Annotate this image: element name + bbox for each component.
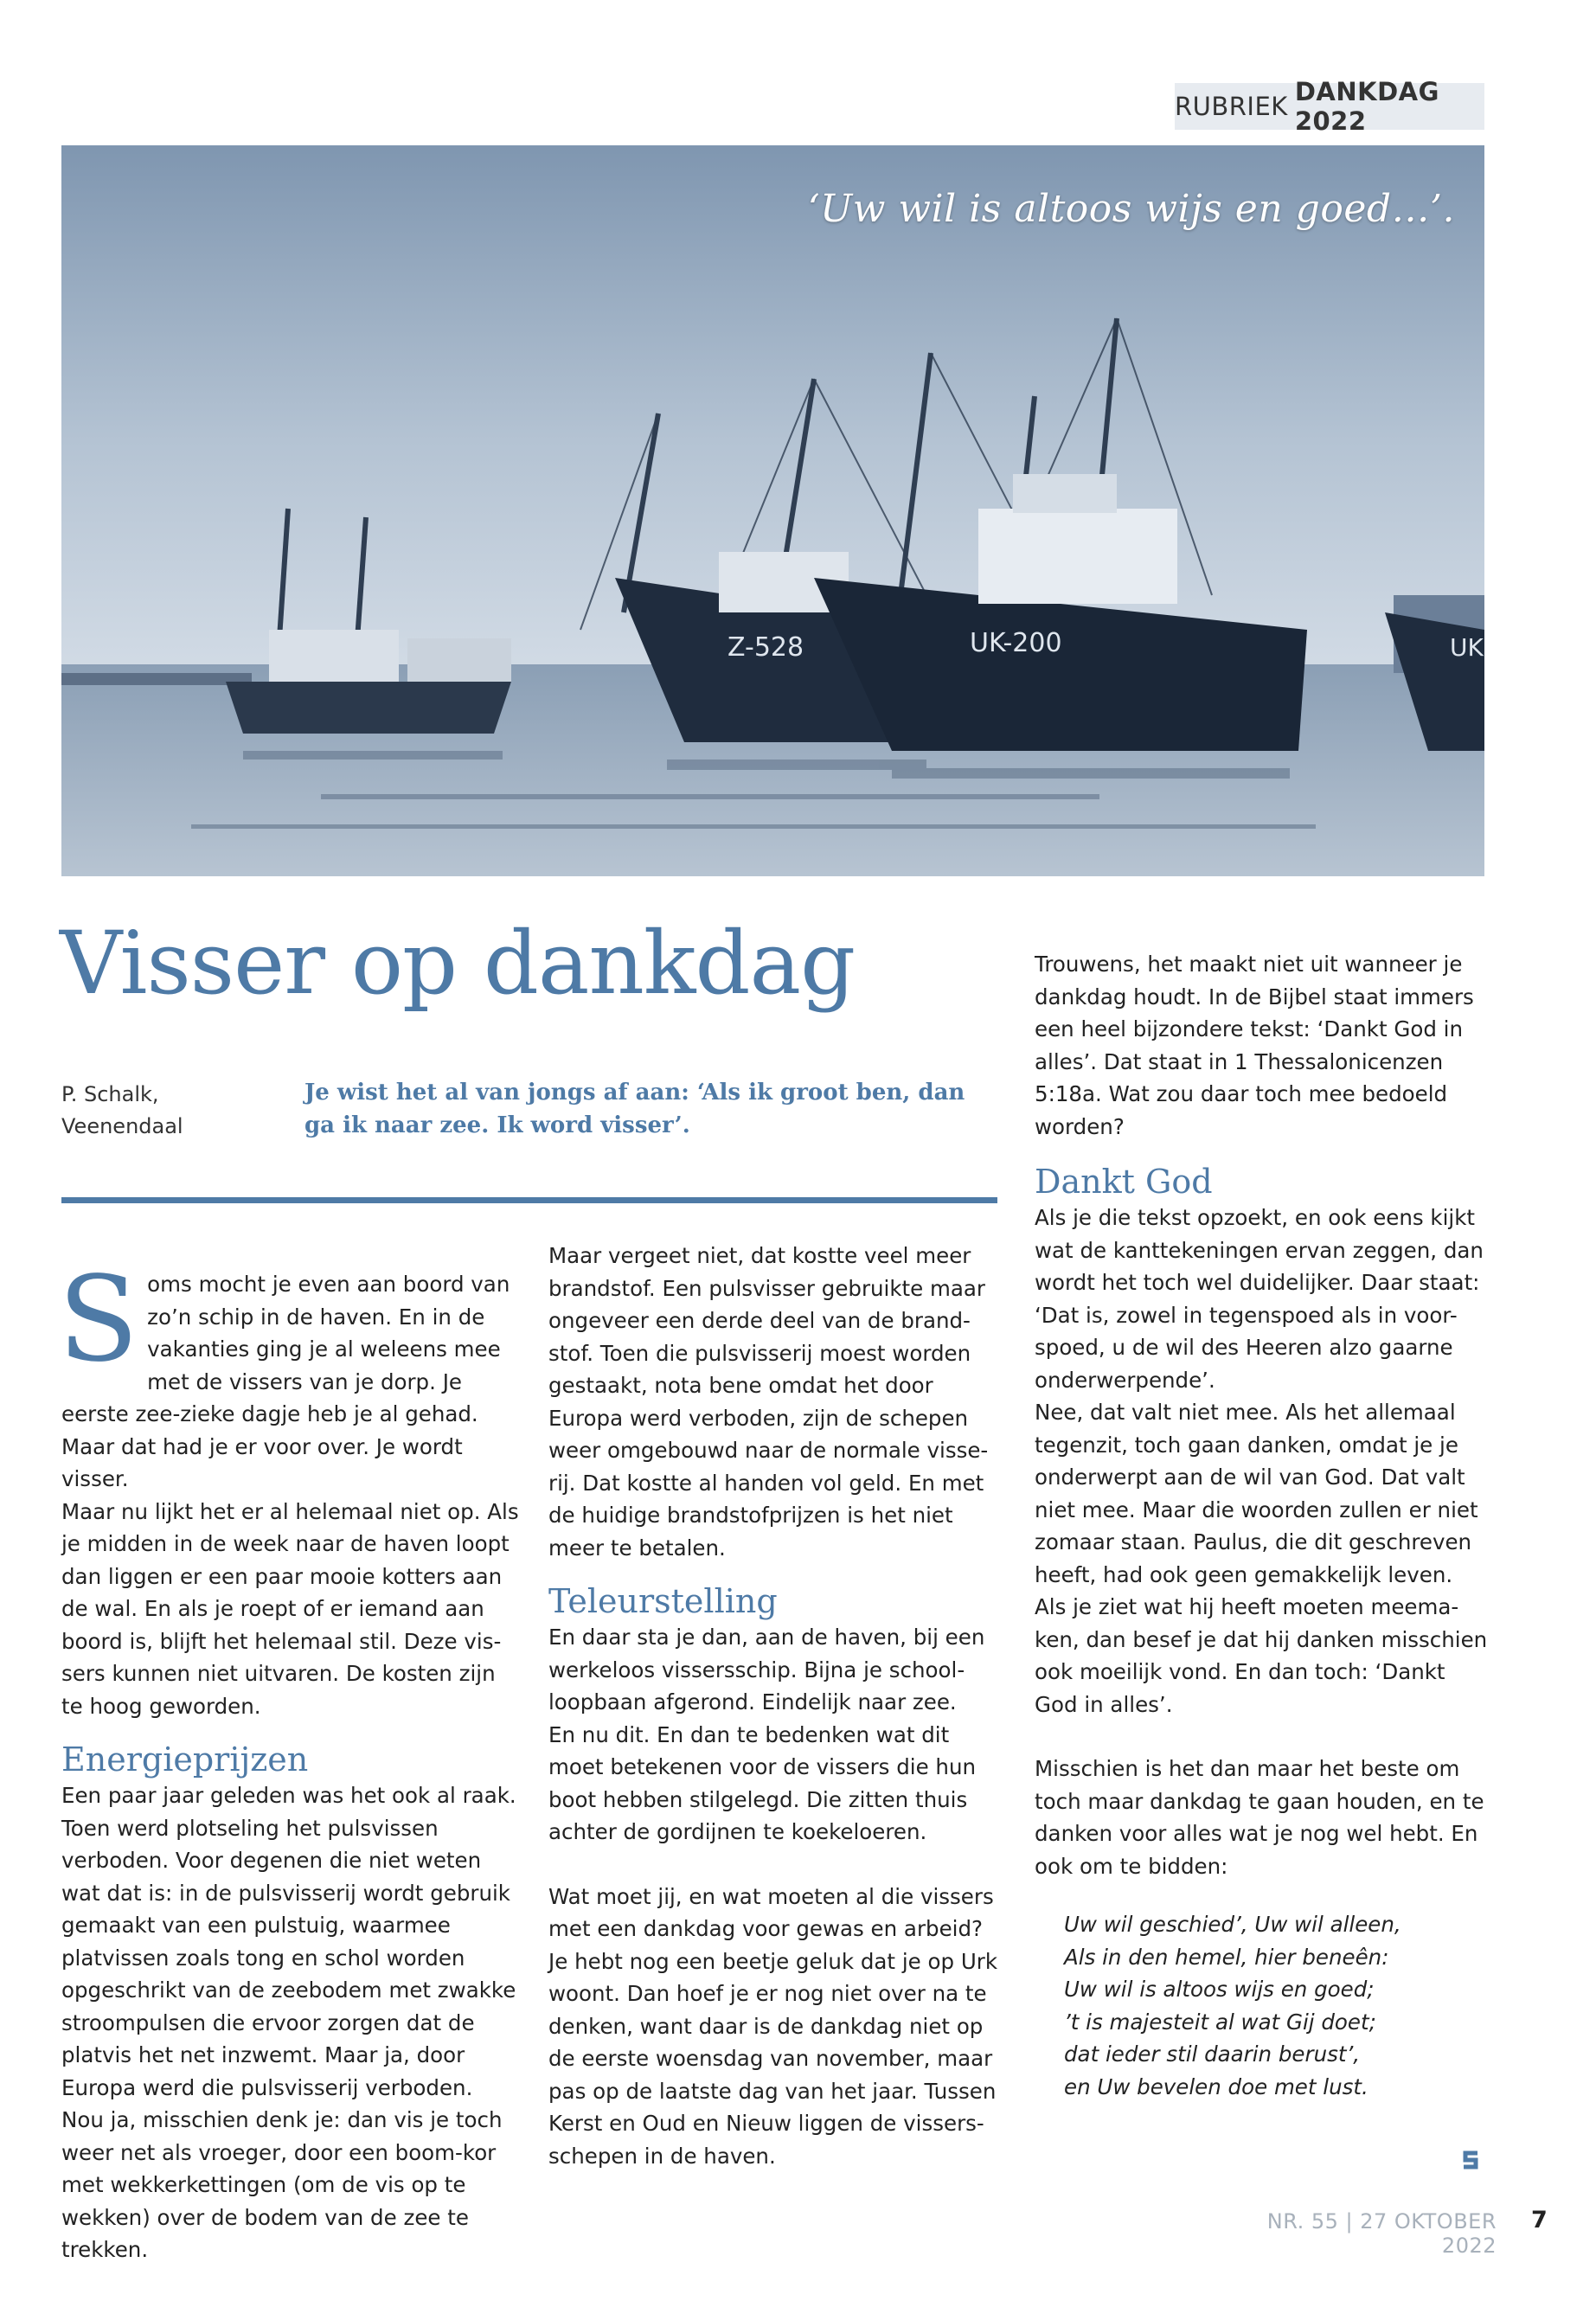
author-name: P. Schalk, <box>61 1082 159 1106</box>
end-mark-icon <box>1458 2148 1483 2172</box>
column-1 <box>58 1252 520 2266</box>
paragraph: Een paar jaar geleden was het ook al raak. Toen werd plotseling het pulsvissen verboden. Voor degenen die niet weten wat dat is: in de pulsvisserij wordt gebruik gemaakt van een pulstuig, waarmee platvissen zoals tong en schol worden opgeschrikt van de zeebodem met zwakke stroompulsen die ervoor zorgen dat de platvis het net inzwemt. Maar ja, door Europa werd die pulsvisserij verboden. <box>61 1783 516 2100</box>
poem-line: ’t is majesteit al wat Gij doet; <box>1064 2009 1376 2035</box>
paragraph: Nee, dat valt niet mee. Als het allemaal tegenzit, toch gaan danken, omdat je je onderwerpt aan de wil van God. Dat valt niet mee. Maar die woorden zullen er niet zomaar staan. Paulus, die dit geschreven heeft, had ook geen gemakkelijk leven. Als je ziet wat hij heeft moeten meema-ken, dan besef je dat hij danken misschien ook moeilijk vond. En dan toch: ‘Dankt God in alles’. <box>1035 1400 1488 1717</box>
paragraph: Als je die tekst opzoekt, en ook eens kijkt wat de kanttekeningen ervan zeggen, dan wordt het toch wel duidelijker. Daar staat: ‘Dat is, zowel in tegenspoed als in voor-spoed, u de wil des Heeren alzo gaarne onderwerpende’. <box>1035 1205 1484 1393</box>
paragraph: Soms mocht je even aan boord van zo’n schip in de haven. En in de vakanties ging je al weleens mee met de vissers van je dorp. Je eerste zee-zieke dagje heb je al gehad. Maar dat had je er voor over. Je wordt visser. <box>58 1252 510 1491</box>
article-title: Visser op dankdag <box>60 913 856 1014</box>
paragraph: Maar nu lijkt het er al helemaal niet op. Als je midden in de week naar de haven loopt dan liggen er een paar mooie kotters aan de wal. En als je roept of er iemand aan boord is, blijft het helemaal stil. Deze vis-sers kunnen niet uitvaren. De kosten zijn te hoog geworden. <box>61 1498 519 1719</box>
harbor-photo <box>61 145 1484 876</box>
poem-line: en Uw bevelen doe met lust. <box>1064 2073 1368 2099</box>
heading-dankt-god: Dankt God <box>1035 1163 1213 1201</box>
column-2 <box>548 1240 1007 2172</box>
heading-energieprijzen: Energieprijzen <box>61 1740 309 1779</box>
paragraph: En daar sta je dan, aan de haven, bij een werkeloos vissersschip. Bijna je school-loopbaan afgerond. Eindelijk naar zee. <box>548 1625 985 1715</box>
paragraph: Trouwens, het maakt niet uit wanneer je dankdag houdt. In de Bijbel staat immers een heel bijzondere tekst: ‘Dankt God in alles’. Dat staat in 1 Thessalonicenzen 5:18a. Wat zou daar toch mee bedoeld worden? <box>1035 952 1474 1139</box>
poem-line: Uw wil is altoos wijs en goed; <box>1064 1977 1375 2002</box>
rubric-prefix: RUBRIEK <box>1175 92 1288 121</box>
rubric-label <box>1175 77 1484 136</box>
page-number: 7 <box>1531 2207 1548 2234</box>
poem-line: dat ieder stil daarin berust’, <box>1064 2041 1361 2067</box>
photo-quote: ‘Uw wil is altoos wijs en goed…’. <box>807 187 1455 231</box>
article-intro: Je wist het al van jongs af aan: ‘Als ik groot ben, dan ga ik naar zee. Ik word visser’. <box>304 1080 965 1138</box>
paragraph: Misschien is het dan maar het beste om toch maar dankdag te gaan houden, en te danken voor alles wat je nog wel hebt. En ook om te bidden: <box>1035 1756 1484 1879</box>
paragraph: En nu dit. En dan te bedenken wat dit moet betekenen voor de vissers die hun boot hebben stilgelegd. Die zitten thuis achter de gordijnen te koekeloeren. <box>548 1721 977 1844</box>
paragraph: Nou ja, misschien denk je: dan vis je toch weer net als vroeger, door een boom-kor met wekkerkettingen (om de vis op te wekken) over de bodem van de zee te trekken. <box>61 2107 503 2262</box>
poem-line: Als in den hemel, hier beneên: <box>1064 1944 1389 1970</box>
issue-info: NR. 55 | 27 OKTOBER 2022 <box>1266 2209 1497 2258</box>
poem-line: Uw wil geschied’, Uw wil alleen, <box>1064 1912 1401 1937</box>
paragraph: Wat moet jij, en wat moeten al die vissers met een dankdag voor gewas en arbeid? Je hebt nog een beetje geluk dat je op Urk woont. Dan hoef je er nog niet over na te denken, want daar is de dankdag niet op de eerste woensdag van november, maar pas op de laatste dag van het jaar. Tussen Kerst en Oud en Nieuw liggen de vissers-schepen in de haven. <box>548 1883 998 2169</box>
column-3 <box>1035 948 1489 2103</box>
paragraph: Maar vergeet niet, dat kostte veel meer brandstof. Een pulsvisser gebruikte maar ongeveer een derde deel van de brand-stof. Toen die pulsvisserij moest worden gestaakt, nota bene omdat het door Europa werd verboden, zijn de schepen weer omgebouwd naar de normale visse-rij. Dat kostte al handen vol geld. En met de huidige brandstofprijzen is het niet meer te betalen. <box>548 1243 989 1561</box>
boat-number-1: Z-528 <box>727 632 804 663</box>
author-place: Veenendaal <box>61 1114 183 1138</box>
drop-cap: S <box>58 1252 139 1388</box>
fishing-boats-illustration <box>61 145 1484 876</box>
boat-number-3: UK <box>1450 633 1484 662</box>
heading-teleurstelling: Teleurstelling <box>548 1582 778 1620</box>
rubric-topic: DANKDAG 2022 <box>1294 77 1439 136</box>
boat-number-2: UK-200 <box>970 628 1062 658</box>
title-divider <box>61 1197 997 1203</box>
author <box>61 1079 278 1143</box>
poem <box>1064 1908 1489 2103</box>
